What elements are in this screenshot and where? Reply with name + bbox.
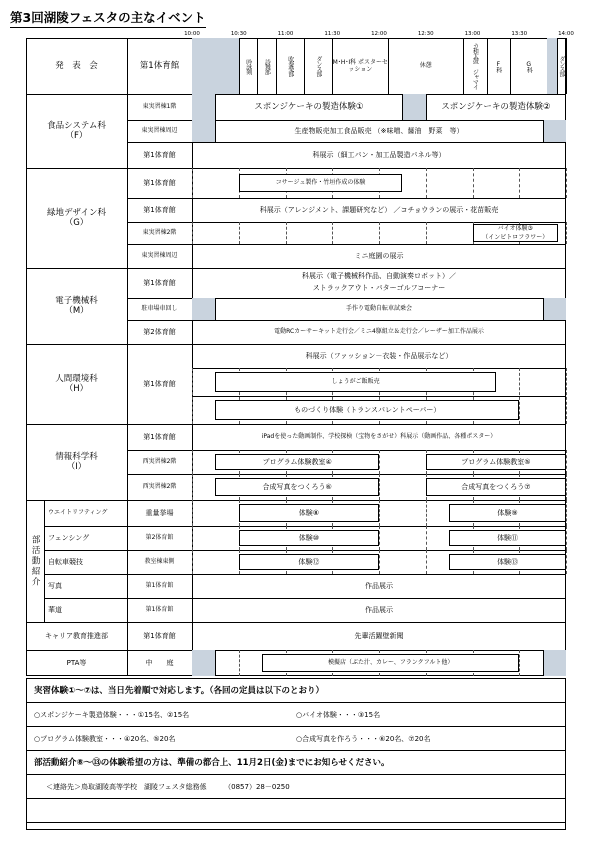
time-gridline xyxy=(566,222,567,244)
time-gridline xyxy=(192,450,193,474)
notes-line xyxy=(26,798,566,799)
time-gridline xyxy=(379,222,380,244)
unavailable-slot xyxy=(543,120,566,142)
col-line xyxy=(402,94,403,120)
event-label: 合成写真をつくろう⑦ xyxy=(461,482,531,491)
venue-label: 第1体育館 xyxy=(143,205,176,214)
event-label: ミニ庭園の展示 xyxy=(354,251,404,260)
venue-label: 東実習棟周辺 xyxy=(141,127,178,135)
club-name: ウエイトリフティング xyxy=(48,509,108,517)
venue-label: 第1体育館 xyxy=(143,631,176,640)
event-label: 科展示（アレンジメント、課題研究など） ／コチョウランの展示・花苗販売 xyxy=(259,205,499,214)
time-gridline xyxy=(566,368,567,424)
presentation-item: 詩舞部 xyxy=(263,58,271,74)
presentation-item: ダンス部 xyxy=(314,56,322,76)
notes-line xyxy=(26,774,566,775)
dept-label: PTA等 xyxy=(66,658,87,667)
time-gridline xyxy=(426,168,427,198)
event-label: 体験⑫ xyxy=(298,557,320,566)
time-gridline xyxy=(566,550,567,574)
event-label: 科展示（ファッション－衣装・作品展示など） xyxy=(305,351,453,360)
unavailable-slot xyxy=(402,94,425,120)
venue-label: 西実習棟2階 xyxy=(142,483,177,491)
capacity-note: ○合成写真を作ろう・・・⑥20名、⑦20名 xyxy=(296,734,431,743)
venue-label: 第1体育館 xyxy=(145,582,174,590)
time-gridline xyxy=(566,526,567,550)
notes-line xyxy=(26,726,566,727)
unavailable-slot xyxy=(192,94,215,120)
time-gridline xyxy=(286,222,287,244)
event-label: 手作り電動自転車試乗会 xyxy=(345,305,412,313)
venue-label: 教室棟東側 xyxy=(144,558,175,566)
time-gridline xyxy=(426,526,427,550)
page-title: 第3回湖陵フェスタの主なイベント xyxy=(10,8,206,28)
capacity-note: ○スポンジケーキ製造体験・・・①15名、②15名 xyxy=(34,710,190,719)
presentation-item: 吹奏楽部 xyxy=(286,56,294,76)
notes-heading: 実習体験①～⑦は、当日先着順で対応します。（各回の定員は以下のとおり） xyxy=(34,685,324,696)
time-tick-label: 10:30 xyxy=(230,31,247,38)
dept-label: 緑地デザイン科 （G） xyxy=(47,207,106,228)
presentation-item: ダンス部 xyxy=(557,56,565,76)
event-label: 生産物販売加工食品販売 （※味噌、醤油 野菜 等） xyxy=(294,126,464,135)
time-gridline xyxy=(332,222,333,244)
time-gridline xyxy=(192,526,193,550)
event-label: スポンジケーキの製造体験② xyxy=(441,101,551,112)
time-tick-label: 14:00 xyxy=(558,31,574,38)
contact-info: ＜連絡先＞鳥取湖陵高等学校 湖陵フェスタ総務係 （0857）28－0250 xyxy=(46,782,290,791)
col-line xyxy=(426,94,427,120)
event-label: iPadを使った動画制作、学校探検（宝物をさがせ）科展示（動画作品、各種ポスター） xyxy=(261,433,497,441)
time-gridline xyxy=(379,550,380,574)
event-label: 体験⑩ xyxy=(298,533,320,542)
time-gridline xyxy=(519,368,520,424)
notes-line xyxy=(26,822,566,823)
time-gridline xyxy=(566,450,567,474)
venue-label: 東実習棟周辺 xyxy=(141,252,178,260)
presentation-venue: 第1体育館 xyxy=(139,60,180,71)
event-label: プログラム体験教室④ xyxy=(262,457,332,466)
time-tick-label: 13:30 xyxy=(511,31,528,38)
venue-label: 重量挙場 xyxy=(145,508,174,517)
event-label: プログラム体験教室⑤ xyxy=(461,457,531,466)
club-name: 写真 xyxy=(48,581,62,590)
unavailable-slot xyxy=(547,38,556,94)
time-gridline xyxy=(192,550,193,574)
time-tick-label: 12:30 xyxy=(417,31,434,38)
unavailable-slot xyxy=(192,298,215,320)
time-gridline xyxy=(239,222,240,244)
unavailable-slot xyxy=(543,650,566,676)
time-gridline xyxy=(239,650,240,676)
event-label: しょうがご飯販売 xyxy=(331,378,380,386)
venue-label: 第2体育館 xyxy=(145,534,174,542)
time-gridline xyxy=(426,550,427,574)
venue-label: 第2体育館 xyxy=(143,327,176,336)
venue-label: 第1体育館 xyxy=(143,379,176,388)
venue-label: 第1体育館 xyxy=(143,150,176,159)
capacity-note: ○プログラム体験教室・・・④20名、⑤20名 xyxy=(34,734,176,743)
venue-label: 駐車場車回し xyxy=(141,305,178,313)
time-gridline xyxy=(519,168,520,198)
time-gridline xyxy=(426,500,427,526)
time-gridline xyxy=(192,474,193,500)
club-application-note: 部活動紹介⑧～⑬の体験希望の方は、準備の都合上、11月2日(金)までにお知らせください。 xyxy=(34,757,390,768)
time-gridline xyxy=(566,474,567,500)
event-label: コサージュ製作・竹垣作成の体験 xyxy=(275,179,366,187)
event-label: 作品展示 xyxy=(365,605,393,614)
time-gridline xyxy=(566,168,567,198)
event-label: 合成写真をつくろう⑥ xyxy=(262,482,332,491)
time-tick-label: 10:00 xyxy=(184,31,200,38)
event-label: スポンジケーキの製造体験① xyxy=(254,101,364,112)
clubs-label: 部活動紹介 xyxy=(30,534,41,588)
time-gridline xyxy=(379,526,380,550)
club-name: 自転車競技 xyxy=(48,557,83,566)
presentation-item: F科 xyxy=(494,60,502,72)
time-gridline xyxy=(192,368,193,424)
event-label: 先輩活躍壁新聞 xyxy=(354,631,404,640)
time-gridline xyxy=(192,500,193,526)
unavailable-slot xyxy=(543,298,566,320)
venue-label: 第1体育館 xyxy=(145,606,174,614)
col-line xyxy=(215,650,216,676)
club-name: フェンシング xyxy=(48,533,90,542)
event-label: 体験⑧ xyxy=(298,508,320,517)
dept-label: 人間環境科 （H） xyxy=(55,373,98,394)
venue-label: 第1体育館 xyxy=(143,278,176,287)
time-gridline xyxy=(519,650,520,676)
time-gridline xyxy=(192,168,193,198)
capacity-note: ○バイオ体験・・・③15名 xyxy=(296,710,381,719)
time-gridline xyxy=(379,450,380,474)
unavailable-slot xyxy=(192,650,215,676)
venue-label: 第1体育館 xyxy=(143,432,176,441)
event-label: （インビトロフラワー） xyxy=(482,233,549,241)
unavailable-slot xyxy=(192,120,215,142)
col-line xyxy=(543,120,544,142)
dept-label: 電子機械科 （M） xyxy=(55,295,98,316)
time-gridline xyxy=(192,222,193,244)
time-gridline xyxy=(473,168,474,198)
event-label: 科展示（電子機械科作品、自動演奏ロボット）／ xyxy=(302,272,456,281)
unavailable-slot xyxy=(215,38,238,94)
event-label: 模擬店（ぶた汁、カレー、フランクフルト他） xyxy=(327,659,454,667)
event-label: 科展示（細工パン・加工品製造パネル等） xyxy=(312,150,446,159)
presentation-item: 吟詠剣 xyxy=(244,58,252,74)
dept-label: 情報科学科 （I） xyxy=(55,451,98,472)
presentation-label: 発 表 会 xyxy=(55,60,98,71)
presentation-item: 休憩 xyxy=(419,62,432,70)
time-tick-label: 12:00 xyxy=(371,31,387,38)
venue-label: 東実習棟2階 xyxy=(142,229,177,237)
event-label: ものづくり体験（トランスパレントペーパー） xyxy=(294,405,441,414)
dept-label: 食品システム科 （F） xyxy=(47,120,106,141)
event-label: 電動RCカーサーキット走行会／ミニ4駆組立＆走行会／レーザー加工作品展示 xyxy=(274,328,484,336)
time-tick-label: 11:00 xyxy=(277,31,294,38)
col-line xyxy=(543,650,544,676)
presentation-item: カ和太鼓 ジャマイ xyxy=(471,43,479,89)
venue-label: 第1体育館 xyxy=(143,178,176,187)
presentation-divider xyxy=(566,38,567,94)
notes-line xyxy=(26,702,566,703)
venue-label: 中 庭 xyxy=(145,658,174,667)
event-label: ストラックアウト・パターゴルフコーナー xyxy=(312,284,446,293)
event-label: 体験⑨ xyxy=(497,508,518,517)
time-gridline xyxy=(426,222,427,244)
time-gridline xyxy=(379,474,380,500)
club-name: 華道 xyxy=(48,605,62,614)
notes-line xyxy=(26,750,566,751)
dept-label: キャリア教育推進部 xyxy=(45,631,108,640)
time-tick-label: 13:00 xyxy=(464,31,481,38)
event-label: 体験⑪ xyxy=(497,533,519,542)
time-tick-label: 11:30 xyxy=(324,31,341,38)
venue-label: 西実習棟2階 xyxy=(142,458,177,466)
venue-label: 東実習棟1階 xyxy=(142,103,177,111)
unavailable-slot xyxy=(192,38,215,94)
time-gridline xyxy=(566,500,567,526)
col-line xyxy=(543,298,544,320)
col-line xyxy=(215,94,216,120)
presentation-item: M･H･I科 ポスターセッション xyxy=(332,58,388,73)
time-gridline xyxy=(379,500,380,526)
event-label: 作品展示 xyxy=(365,581,393,590)
event-label: バイオ体験③ xyxy=(497,224,533,232)
event-label: 体験⑬ xyxy=(497,557,519,566)
presentation-item: G科 xyxy=(525,60,533,72)
